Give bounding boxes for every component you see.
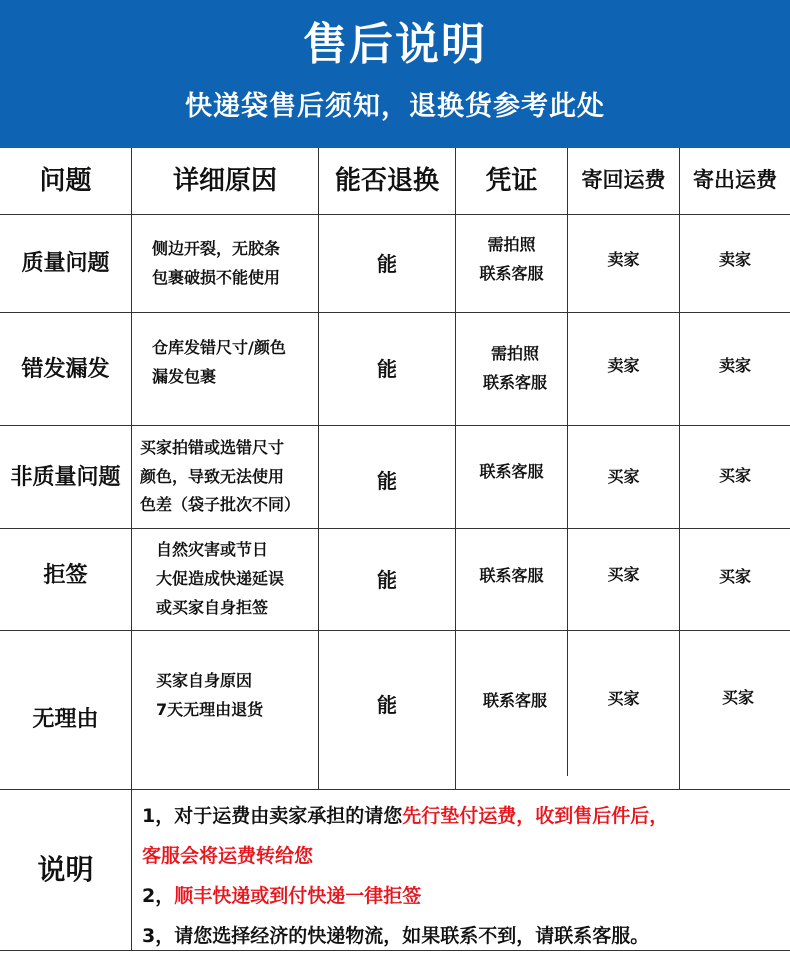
col-header-reason: 详细原因	[172, 165, 277, 196]
row-returnable: 能	[377, 357, 397, 381]
row-proof: 联系客服	[479, 565, 544, 585]
row-send-fee: 买家	[721, 688, 754, 707]
note-1: 1，对于运费由卖家承担的请您先行垫付运费，收到售后件后，	[142, 805, 669, 827]
col-header-proof: 凭证	[485, 165, 538, 196]
row-proof: 需拍照 联系客服	[482, 344, 547, 392]
row-issue: 错发漏发	[21, 356, 110, 382]
notes-list	[142, 796, 782, 956]
note-1-cont: 客服会将运费转给您	[142, 845, 314, 867]
row-send-fee: 买家	[718, 466, 751, 485]
row-reason: 买家自身原因 7天无理由退货	[156, 671, 264, 719]
col-header-returnable: 能否退换	[334, 165, 439, 196]
row-returnable: 能	[377, 567, 397, 592]
notes-heading: 说明	[37, 853, 94, 886]
row-return-fee: 买家	[607, 565, 640, 584]
row-proof: 联系客服	[482, 690, 547, 710]
row-send-fee: 卖家	[718, 250, 751, 269]
col-header-return-fee: 寄回运费	[581, 168, 666, 193]
row-return-fee: 卖家	[607, 250, 640, 269]
row-proof: 需拍照 联系客服	[479, 235, 544, 283]
row-returnable: 能	[377, 469, 397, 493]
row-issue: 质量问题	[21, 251, 110, 276]
note-2: 2，顺丰快递或到付快递一律拒签	[142, 885, 422, 907]
row-returnable: 能	[377, 251, 397, 276]
col-header-send-fee: 寄出运费	[693, 168, 777, 193]
row-return-fee: 买家	[607, 467, 640, 486]
row-issue: 无理由	[32, 706, 99, 732]
header-banner	[0, 0, 790, 148]
page-subtitle: 快递袋售后须知，退换货参考此处	[185, 91, 605, 122]
row-reason: 侧边开裂，无胶条 包裹破损不能使用	[152, 238, 281, 287]
note-3: 3，请您选择经济的快递物流，如果联系不到，请联系客服。	[142, 925, 650, 947]
row-proof: 联系客服	[479, 461, 544, 481]
row-issue: 非质量问题	[10, 464, 121, 490]
row-reason: 自然灾害或节日 大促造成快递延误 或买家自身拒签	[156, 540, 285, 617]
page-title: 售后说明	[303, 19, 487, 70]
col-header-issue: 问题	[39, 165, 92, 196]
row-returnable: 能	[377, 693, 397, 717]
row-issue: 拒签	[43, 562, 88, 588]
row-reason: 仓库发错尺寸/颜色 漏发包裹	[152, 338, 286, 386]
row-send-fee: 卖家	[718, 356, 751, 375]
row-send-fee: 买家	[718, 567, 751, 586]
row-return-fee: 买家	[607, 689, 640, 708]
row-reason: 买家拍错或选错尺寸 颜色，导致无法使用 色差（袋子批次不同）	[140, 437, 301, 515]
row-return-fee: 卖家	[607, 356, 640, 375]
